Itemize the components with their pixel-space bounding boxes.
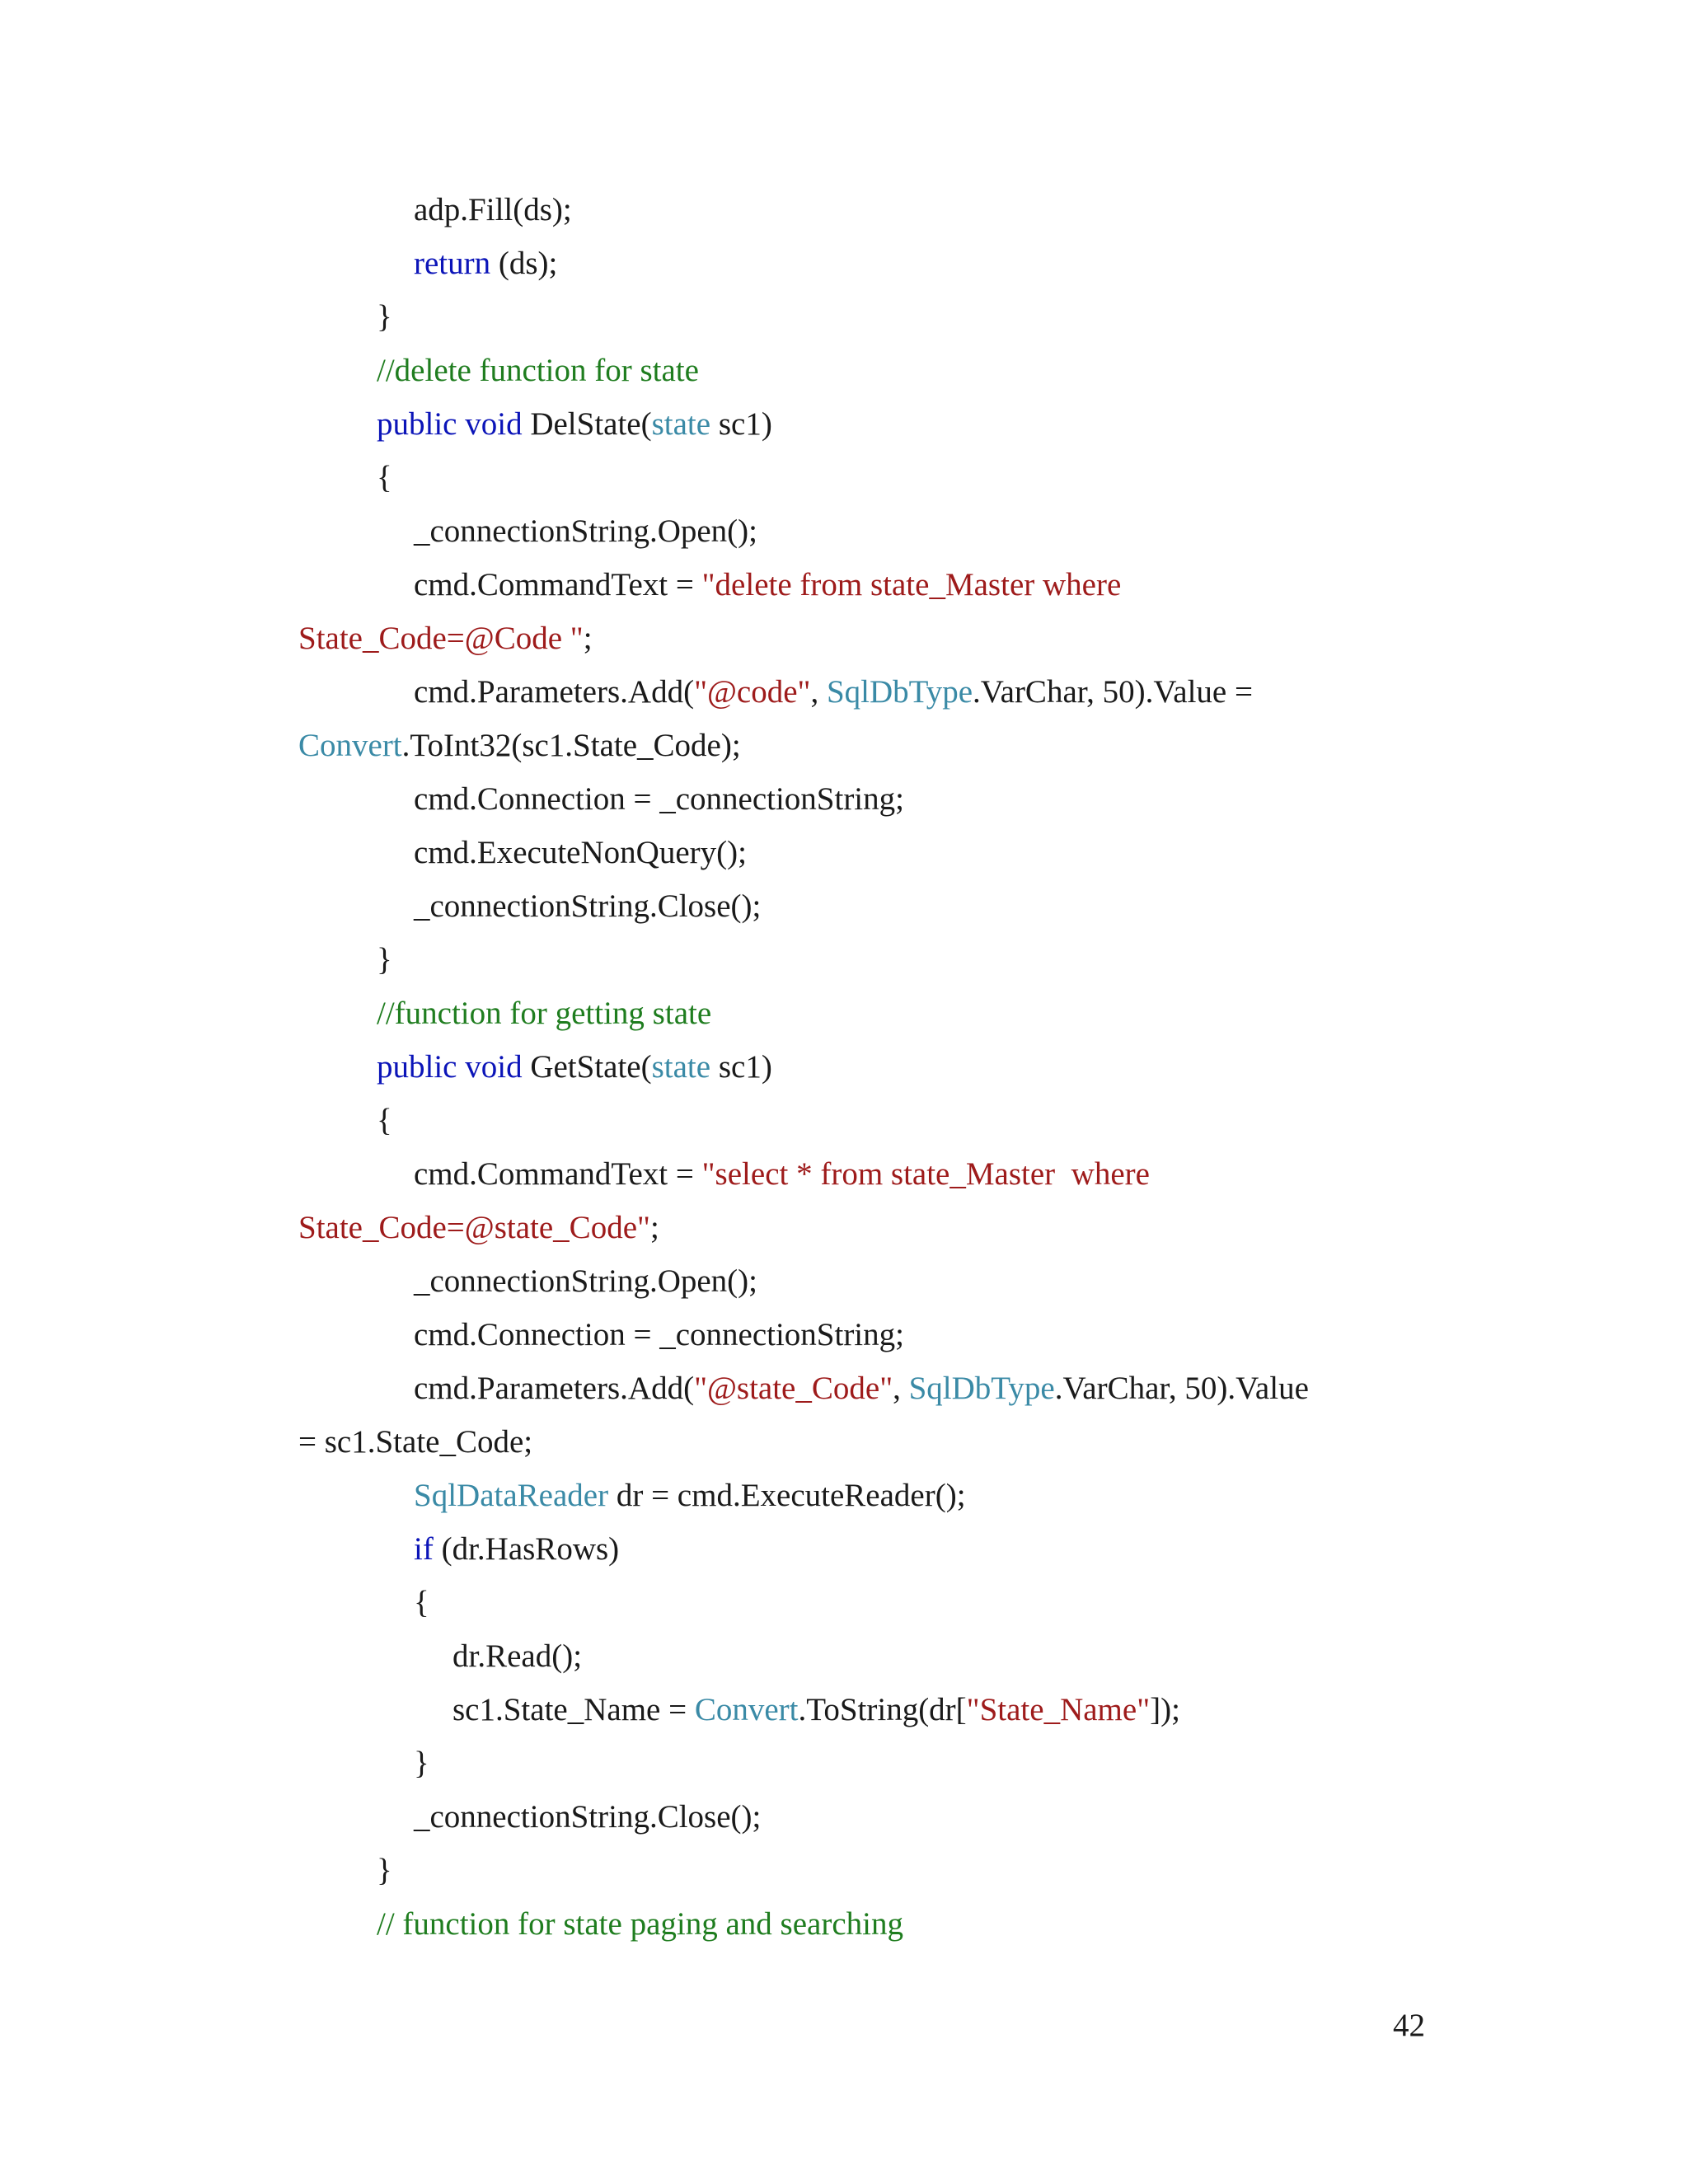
code-token-plain: cmd.CommandText = — [414, 567, 702, 602]
code-token-plain: } — [414, 1746, 429, 1781]
code-token-plain: ; — [583, 621, 593, 656]
code-line — [0, 1469, 1688, 1522]
code-token-plain: cmd.Connection = _connectionString; — [414, 781, 904, 817]
code-token-plain: (ds); — [490, 246, 558, 281]
code-line — [0, 504, 1688, 558]
code-token-plain: dr = cmd.ExecuteReader(); — [608, 1478, 966, 1513]
code-token-keyword: public — [377, 406, 457, 442]
code-line — [0, 397, 1688, 451]
page-number: 42 — [1393, 2008, 1425, 2043]
code-line — [0, 290, 1688, 344]
code-token-plain: dr.Read(); — [452, 1638, 583, 1674]
code-line — [0, 1736, 1688, 1790]
code-token-type: SqlDbType — [908, 1371, 1055, 1406]
code-token-string: "select * from state_Master where — [701, 1156, 1150, 1192]
code-token-plain: { — [377, 1103, 392, 1138]
code-token-plain: , — [810, 674, 827, 710]
code-token-plain: _connectionString.Open(); — [414, 1263, 757, 1299]
code-line — [0, 879, 1688, 933]
code-token-plain: { — [377, 460, 392, 495]
code-listing — [0, 183, 1688, 1951]
code-token-keyword: void — [465, 406, 523, 442]
code-token-plain: ; — [649, 1210, 659, 1245]
code-line — [0, 1094, 1688, 1147]
code-line — [0, 719, 1688, 772]
code-line — [0, 237, 1688, 290]
code-line — [0, 451, 1688, 504]
code-token-plain — [457, 1049, 465, 1085]
code-line — [0, 1844, 1688, 1897]
code-token-comment: // function for state paging and searching — [377, 1906, 903, 1942]
code-token-plain: _connectionString.Open(); — [414, 513, 757, 549]
code-line — [0, 1683, 1688, 1736]
code-line — [0, 558, 1688, 612]
code-token-plain: _connectionString.Close(); — [414, 888, 762, 924]
code-token-plain: { — [414, 1585, 429, 1620]
code-token-type: Convert — [694, 1692, 799, 1727]
code-token-plain: sc1) — [710, 1049, 772, 1085]
code-line — [0, 1576, 1688, 1629]
code-line — [0, 1522, 1688, 1576]
code-token-keyword: public — [377, 1049, 457, 1085]
code-token-string: "@state_Code" — [694, 1371, 893, 1406]
code-token-plain: sc1) — [710, 406, 772, 442]
code-token-type: state — [651, 406, 711, 442]
code-token-string: "@code" — [694, 674, 811, 710]
code-line — [0, 1415, 1688, 1469]
code-token-plain: ]); — [1150, 1692, 1180, 1727]
code-line — [0, 344, 1688, 397]
code-token-plain: } — [377, 299, 392, 335]
code-token-plain: cmd.CommandText = — [414, 1156, 702, 1192]
code-token-keyword: return — [414, 246, 491, 281]
code-token-plain: , — [893, 1371, 909, 1406]
code-line — [0, 1040, 1688, 1094]
code-token-type: SqlDataReader — [414, 1478, 609, 1513]
code-line — [0, 1629, 1688, 1683]
code-token-type: Convert — [298, 728, 402, 763]
code-line — [0, 933, 1688, 987]
code-token-plain: cmd.Parameters.Add( — [414, 1371, 695, 1406]
code-token-plain: GetState( — [522, 1049, 652, 1085]
code-line — [0, 987, 1688, 1040]
code-line — [0, 1308, 1688, 1361]
code-line — [0, 1147, 1688, 1201]
code-token-plain — [457, 406, 465, 442]
code-token-comment: //function for getting state — [377, 996, 712, 1031]
code-token-keyword: if — [414, 1531, 434, 1567]
code-line — [0, 772, 1688, 826]
code-token-string: State_Code=@Code " — [298, 621, 584, 656]
code-token-plain: adp.Fill(ds); — [414, 192, 572, 227]
code-token-keyword: void — [465, 1049, 523, 1085]
code-line — [0, 1897, 1688, 1951]
code-token-plain: .ToString(dr[ — [798, 1692, 967, 1727]
code-token-type: SqlDbType — [826, 674, 973, 710]
code-token-string: "delete from state_Master where — [701, 567, 1122, 602]
code-token-string: State_Code=@state_Code" — [298, 1210, 650, 1245]
code-token-plain: .VarChar, 50).Value = — [973, 674, 1253, 710]
code-token-plain: .ToInt32(sc1.State_Code); — [401, 728, 741, 763]
code-token-plain: .VarChar, 50).Value — [1054, 1371, 1309, 1406]
code-token-plain: DelState( — [522, 406, 652, 442]
code-token-plain: sc1.State_Name = — [452, 1692, 695, 1727]
code-token-plain: cmd.Connection = _connectionString; — [414, 1317, 904, 1352]
code-line — [0, 1201, 1688, 1254]
code-line — [0, 1790, 1688, 1844]
code-line — [0, 826, 1688, 879]
code-line — [0, 1361, 1688, 1415]
code-token-plain: = sc1.State_Code; — [298, 1424, 533, 1460]
code-line — [0, 1254, 1688, 1308]
code-token-type: state — [651, 1049, 711, 1085]
code-line — [0, 665, 1688, 719]
code-token-plain: } — [377, 1853, 392, 1888]
code-token-plain: cmd.Parameters.Add( — [414, 674, 695, 710]
code-line — [0, 183, 1688, 237]
code-token-comment: //delete function for state — [377, 353, 699, 388]
code-line — [0, 612, 1688, 665]
code-token-plain: _connectionString.Close(); — [414, 1799, 762, 1835]
code-token-plain: cmd.ExecuteNonQuery(); — [414, 835, 747, 870]
code-token-plain: } — [377, 942, 392, 977]
code-token-string: "State_Name" — [966, 1692, 1151, 1727]
code-token-plain: (dr.HasRows) — [433, 1531, 620, 1567]
